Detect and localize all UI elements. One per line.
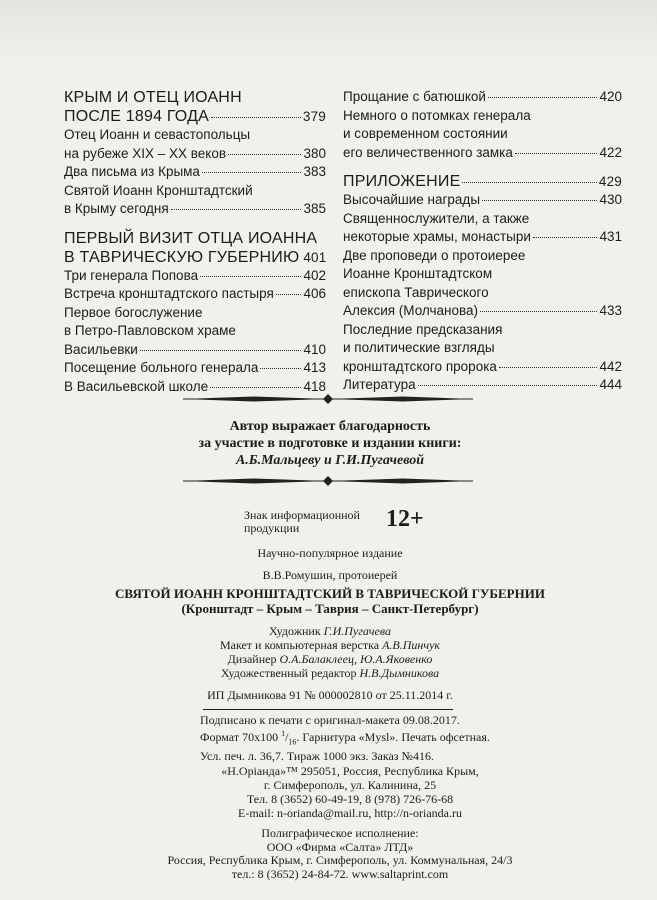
ack-line-2: за участие в подготовке и издании книги:: [198, 436, 462, 451]
toc-entry-text: Два письма из Крыма: [64, 164, 200, 179]
ack-line-1: Автор выражает благодарность: [229, 419, 431, 434]
toc-right-column: [343, 88, 622, 395]
toc-page-number: 444: [599, 377, 622, 392]
toc-entry: [343, 210, 622, 247]
toc-entry-text: Три генерала Попова: [64, 267, 199, 283]
toc-entry-last-line: [343, 88, 622, 107]
toc-entry-last-line: [64, 341, 326, 360]
ornament-divider-bottom: [183, 475, 473, 487]
author: В.В.Ромушин, протоиерей: [262, 568, 398, 582]
toc-page-number: 430: [599, 192, 622, 207]
dot-leader: [499, 367, 598, 368]
age-rating: 12+: [386, 506, 424, 532]
credit-line: Макет и компьютерная верстка А.В.Пинчук: [219, 638, 441, 652]
info-mark-label-2: продукции: [244, 521, 300, 535]
toc-entry-line: Немного о потомках генерала: [343, 107, 531, 123]
toc-entry-line: и современном состоянии: [343, 126, 508, 141]
horizontal-rule: [203, 709, 453, 710]
dot-leader: [202, 172, 302, 173]
toc-entry-line: Священнослужители, а также: [343, 210, 530, 226]
toc-entry: [64, 359, 326, 378]
toc-entry-text: Алексия (Молчанова): [343, 303, 479, 318]
dot-leader: [210, 387, 301, 388]
toc-gap: [64, 219, 326, 229]
info-product-mark: [244, 509, 379, 535]
toc-entry: [64, 285, 326, 304]
ack-names: А.Б.Мальцеву и Г.И.Пугачевой: [235, 453, 425, 468]
toc-entry-line: Святой Иоанн Кронштадтский: [64, 182, 253, 198]
toc-page-number: 380: [303, 145, 326, 161]
acknowledgement: [160, 418, 500, 469]
toc-entry-last-line: [343, 358, 622, 377]
toc-entry: [343, 191, 622, 210]
ornament-divider-top: [183, 393, 473, 405]
toc-entry-text: В Васильевской школе: [64, 378, 209, 394]
book-title: СВЯТОЙ ИОАНН КРОНШТАДТСКИЙ В ТАВРИЧЕСКОЙ ГУБЕРНИИ: [115, 586, 545, 601]
toc-gap: [343, 162, 622, 172]
printer-line: тел.: 8 (3652) 24-84-72. www.saltaprint.com: [231, 866, 449, 881]
toc-entry: [64, 182, 326, 219]
toc-page-number: 401: [303, 249, 327, 265]
toc-entry-text: на рубеже XIX – XX веков: [64, 145, 226, 161]
print-info: [140, 713, 590, 763]
toc-entry-text: Посещение больного генерала: [64, 360, 259, 375]
toc-entry-last-line: [64, 285, 326, 304]
dot-leader: [515, 153, 598, 154]
toc-entry-text: Встреча кронштадтского пастыря: [64, 286, 274, 301]
toc-page-number: 406: [303, 286, 326, 301]
toc-page-number: 413: [303, 360, 326, 375]
toc-entry-last-line: [64, 359, 326, 378]
toc-entry-last-line: [64, 107, 326, 126]
print-format: Формат 70х100 $^1/_{16}$. Гарнитура «Mysl». Печать офсетная.: [200, 729, 490, 747]
credits: [140, 624, 520, 680]
toc-page-number: 385: [303, 201, 326, 216]
publisher-line: г. Симферополь, ул. Калинина, 25: [263, 778, 437, 792]
toc-entry: [343, 107, 622, 163]
toc-section-heading: [64, 229, 326, 267]
printer-info: [120, 827, 560, 881]
toc-page-number: 422: [599, 144, 622, 160]
toc-entry-last-line: [64, 163, 326, 182]
dot-leader: [211, 117, 301, 118]
toc-page-number: 429: [598, 174, 622, 189]
toc-entry-last-line: [343, 376, 622, 395]
publisher-line: Тел. 8 (3652) 60-49-19, 8 (978) 726-76-68: [246, 792, 454, 806]
toc-left-column: [64, 88, 326, 396]
toc-page-number: 383: [303, 164, 326, 179]
toc-entry-line: Последние предсказания: [343, 321, 503, 337]
toc-entry-line: КРЫМ И ОТЕЦ ИОАНН: [64, 89, 242, 106]
toc-entry-last-line: [343, 302, 622, 321]
print-run: Усл. печ. л. 36,7. Тираж 1000 экз. Заказ №416.: [200, 749, 434, 764]
publisher-line: «Н.Оріанда»™ 295051, Россия, Республика Крым,: [221, 764, 479, 778]
toc-entry-text: в Крыму сегодня: [64, 201, 169, 216]
toc-entry-last-line: [343, 228, 622, 247]
toc-entry-last-line: [64, 200, 326, 219]
toc-entry-text: ПОСЛЕ 1894 ГОДА: [64, 108, 209, 125]
toc-entry: [343, 247, 622, 321]
edition-type: Научно-популярное издание: [257, 546, 403, 560]
toc-entry-line: Отец Иоанн и севастопольцы: [64, 127, 251, 142]
toc-entry: [64, 267, 326, 286]
toc-entry: [64, 126, 326, 163]
dot-leader: [418, 385, 598, 386]
printer-line: Россия, Республика Крым, г. Симферополь, ул. Коммунальная, 24/3: [167, 853, 513, 867]
toc-page-number: 433: [599, 303, 622, 318]
toc-entry: [64, 163, 326, 182]
toc-page-number: 410: [303, 341, 326, 357]
toc-page-number: 420: [599, 89, 622, 104]
toc-entry-line: и политические взгляды: [343, 340, 495, 355]
toc-page-number: 418: [303, 378, 326, 394]
dot-leader: [228, 154, 301, 155]
toc-section-heading: [343, 172, 622, 191]
credit-line: Дизайнер О.А.Балаклеец, Ю.А.Яковенко: [227, 652, 433, 666]
toc-entry: [64, 304, 326, 360]
dot-leader: [462, 182, 596, 183]
info-mark-label-1: Знак информационной: [244, 508, 360, 522]
toc-entry: [343, 321, 622, 377]
dot-leader: [482, 200, 597, 201]
toc-entry-last-line: [343, 191, 622, 210]
publisher-line: E-mail: n-orianda@mail.ru, http://n-orianda.ru: [238, 806, 462, 820]
printer-line: Полиграфическое исполнение:: [261, 826, 419, 840]
toc-entry-last-line: [343, 144, 622, 163]
toc-page-number: 402: [303, 267, 326, 283]
page-top-shadow: [0, 0, 657, 64]
toc-page-number: 431: [599, 229, 622, 244]
toc-entry-last-line: [64, 267, 326, 286]
dot-leader: [140, 350, 302, 351]
print-signed: Подписано к печати с оригинал-макета 09.08.2017.: [200, 713, 460, 727]
toc-entry: [343, 376, 622, 395]
toc-entry-text: Высочайшие награды: [343, 192, 481, 207]
dot-leader: [260, 368, 301, 369]
toc-entry: [343, 88, 622, 107]
dot-leader: [480, 311, 597, 312]
toc-entry-text: Васильевки: [64, 341, 138, 357]
dot-leader: [488, 97, 597, 98]
license-line: ИП Дымникова 91 № 000002810 от 25.11.2014 г.: [207, 688, 453, 702]
toc-entry-line: Первое богослужение: [64, 304, 203, 320]
toc-entry-text: его величественного замка: [343, 144, 513, 160]
dot-leader: [171, 209, 302, 210]
toc-page-number: 379: [302, 109, 326, 124]
toc-page-number: 442: [599, 358, 622, 374]
toc-entry-line: Иоанне Кронштадтском: [343, 266, 493, 281]
credit-line: Художественный редактор Н.В.Дымникова: [220, 666, 440, 680]
toc-entry-line: епископа Таврического: [343, 284, 489, 300]
toc-entry-text: Прощание с батюшкой: [343, 89, 486, 104]
toc-entry-last-line: [64, 248, 326, 267]
dot-leader: [200, 276, 301, 277]
toc-entry-line: Две проповеди о протоиерее: [343, 247, 526, 263]
toc-entry-text: Литература: [343, 377, 416, 392]
dot-leader: [533, 237, 598, 238]
toc-entry-line: в Петро-Павловском храме: [64, 323, 236, 338]
toc-entry-last-line: [343, 172, 622, 191]
credit-line: Художник Г.И.Пугачева: [269, 624, 391, 638]
toc-entry-last-line: [64, 145, 326, 164]
toc-section-heading: [64, 88, 326, 126]
toc-entry-line: ПЕРВЫЙ ВИЗИТ ОТЦА ИОАННА: [64, 229, 318, 247]
toc-entry-text: ПРИЛОЖЕНИЕ: [343, 173, 461, 190]
printer-line: ООО «Фирма «Салта» ЛТД»: [266, 839, 414, 854]
toc-entry-text: кронштадтского пророка: [343, 358, 497, 374]
toc-entry-text: В ТАВРИЧЕСКУЮ ГУБЕРНИЮ: [64, 248, 300, 266]
toc-entry-text: некоторые храмы, монастыри: [343, 229, 531, 244]
publisher-info: [140, 764, 560, 820]
dot-leader: [276, 294, 302, 295]
book-subtitle: (Кронштадт – Крым – Таврия – Санкт-Петербург): [181, 601, 479, 616]
